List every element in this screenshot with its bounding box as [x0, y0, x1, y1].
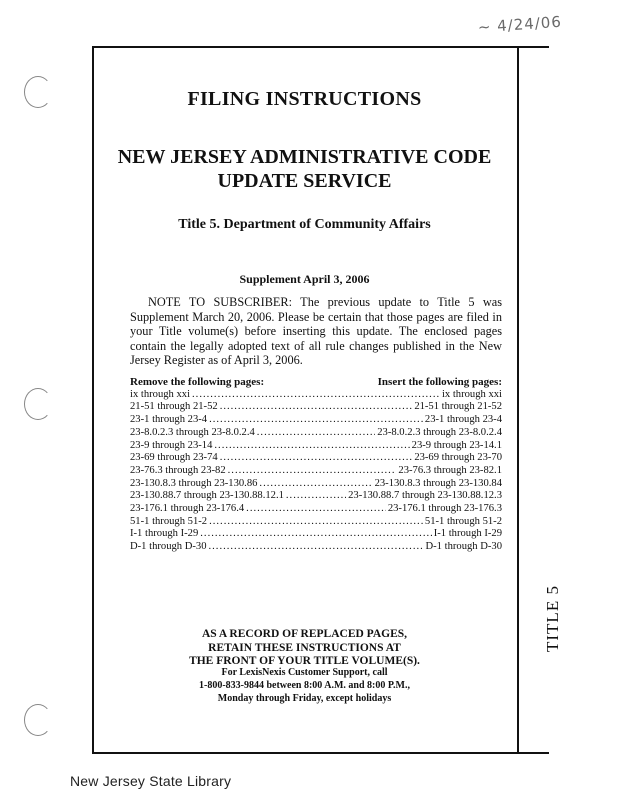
table-row	[130, 452, 502, 465]
leader-dots	[228, 465, 397, 478]
customer-support	[92, 666, 517, 705]
remove-pages: 23-130.8.3 through 23-130.86	[130, 477, 258, 489]
service-heading-line2: UPDATE SERVICE	[217, 170, 392, 192]
title-tab-label: TITLE 5	[543, 585, 562, 652]
insert-pages: 23-8.0.2.3 through 23-8.0.2.4	[377, 426, 502, 438]
table-row	[130, 389, 502, 402]
table-row	[130, 478, 502, 491]
insert-pages: 23-1 through 23-4	[424, 414, 502, 426]
support-line2: 1-800-833-9844 between 8:00 A.M. and 8:00 P.M.,	[198, 680, 410, 691]
leader-dots	[192, 389, 440, 402]
insert-pages: ix through xxi	[441, 388, 502, 400]
remove-pages: 23-76.3 through 23-82	[130, 464, 226, 476]
insert-pages: 23-76.3 through 23-82.1	[398, 464, 502, 476]
leader-dots	[220, 401, 413, 414]
subscriber-note: NOTE TO SUBSCRIBER: The previous update to Title 5 was Supplement March 20, 2006. Please be certain that those pages are filed in your Title volume(s) before inserting this update. The enclosed pages contain the legally adopted text of all rule changes published in the New Jersey Register as of April 3, 2006.	[130, 295, 502, 368]
leader-dots	[286, 490, 346, 503]
remove-pages: 23-8.0.2.3 through 23-8.0.2.4	[130, 426, 255, 438]
page-replacement-table	[130, 376, 502, 554]
service-heading-line1: NEW JERSEY ADMINISTRATIVE CODE	[117, 146, 492, 168]
table-row	[130, 528, 502, 541]
remove-pages: 23-130.88.7 through 23-130.88.12.1	[130, 490, 284, 502]
remove-header: Remove the following pages:	[130, 376, 265, 388]
table-header	[130, 376, 502, 389]
insert-pages: 23-69 through 23-70	[414, 452, 502, 464]
supplement-date: Supplement April 3, 2006	[239, 272, 370, 286]
insert-pages: I-1 through I-29	[433, 528, 502, 540]
insert-pages: 23-9 through 23-14.1	[411, 439, 502, 451]
remove-pages: I-1 through I-29	[130, 528, 199, 540]
table-row	[130, 516, 502, 529]
retain-line1: AS A RECORD OF REPLACED PAGES,	[201, 628, 408, 640]
retain-notice	[92, 628, 517, 669]
support-line1: For LexisNexis Customer Support, call	[221, 667, 388, 678]
leader-dots	[200, 528, 431, 541]
insert-pages: 51-1 through 51-2	[424, 515, 502, 527]
insert-pages: 23-176.1 through 23-176.3	[387, 503, 502, 515]
table-row	[130, 490, 502, 503]
insert-pages: 21-51 through 21-52	[414, 401, 502, 413]
support-line3: Monday through Friday, except holidays	[217, 693, 392, 704]
retain-line3: THE FRONT OF YOUR TITLE VOLUME(S).	[189, 655, 420, 667]
insert-pages: 23-130.8.3 through 23-130.84	[374, 477, 502, 489]
handwritten-date-annotation: ~ 4/24/06	[477, 12, 563, 37]
tab-divider-line	[517, 46, 519, 752]
table-row	[130, 401, 502, 414]
page-title: FILING INSTRUCTIONS	[187, 88, 422, 110]
remove-pages: 23-1 through 23-4	[130, 414, 208, 426]
table-row	[130, 414, 502, 427]
table-row	[130, 440, 502, 453]
remove-pages: 23-176.1 through 23-176.4	[130, 503, 245, 515]
retain-line2: RETAIN THESE INSTRUCTIONS AT	[208, 641, 401, 654]
leader-dots	[246, 503, 386, 516]
leader-dots	[259, 478, 372, 491]
remove-pages: 23-69 through 23-74	[130, 452, 218, 464]
table-row	[130, 541, 502, 554]
remove-pages: ix through xxi	[130, 388, 191, 400]
table-row	[130, 427, 502, 440]
table-row	[130, 465, 502, 478]
leader-dots	[214, 440, 409, 453]
table-rows	[130, 389, 502, 554]
insert-header: Insert the following pages:	[377, 376, 502, 388]
remove-pages: 51-1 through 51-2	[130, 515, 208, 527]
leader-dots	[209, 516, 423, 529]
leader-dots	[257, 427, 375, 440]
title-subject: Title 5. Department of Community Affairs	[178, 217, 431, 232]
remove-pages: D-1 through D-30	[130, 541, 207, 553]
insert-pages: 23-130.88.7 through 23-130.88.12.3	[348, 490, 502, 502]
table-row	[130, 503, 502, 516]
leader-dots	[209, 541, 424, 554]
leader-dots	[209, 414, 423, 427]
remove-pages: 21-51 through 21-52	[130, 401, 218, 413]
punch-hole-mark-bottom	[24, 704, 52, 736]
punch-hole-mark-middle	[24, 388, 52, 420]
remove-pages: 23-9 through 23-14	[130, 439, 213, 451]
leader-dots	[220, 452, 413, 465]
insert-pages: D-1 through D-30	[425, 541, 502, 553]
library-stamp: New Jersey State Library	[70, 773, 232, 789]
punch-hole-mark-top	[24, 76, 52, 108]
service-heading	[92, 145, 517, 193]
